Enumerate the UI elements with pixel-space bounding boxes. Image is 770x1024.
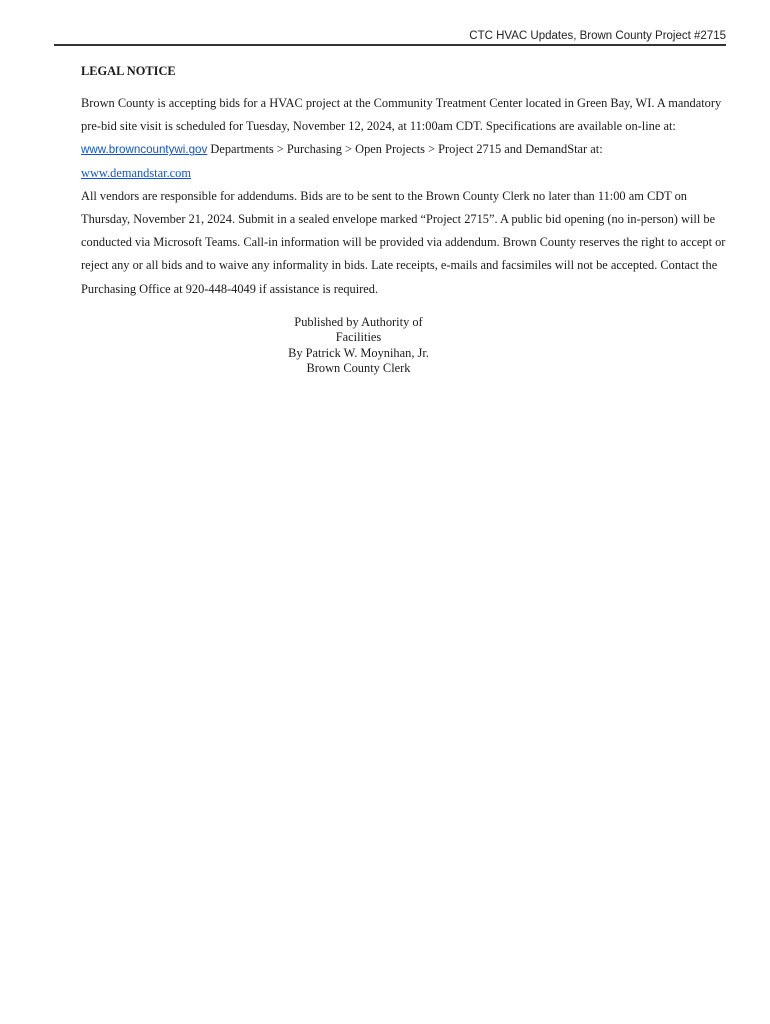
header-divider bbox=[54, 44, 726, 46]
signature-line-title: Brown County Clerk bbox=[306, 361, 411, 376]
signature-line-department: Facilities bbox=[335, 330, 382, 345]
demandstar-link[interactable]: www.demandstar.com bbox=[81, 165, 191, 180]
notice-paragraph-1 bbox=[81, 92, 726, 185]
notice-title: LEGAL NOTICE bbox=[81, 64, 176, 78]
notice-paragraph-1-text-a: Brown County is accepting bids for a HVAC project at the Community Treatment Center located in Green Bay, WI. A mandatory pre-bid site visit is scheduled for Tuesday, November 12, 2024, at 11:00am CDT. Specifications are available on-line at: bbox=[81, 96, 722, 134]
notice-paragraph-1-text-b: Departments > Purchasing > Open Projects > Project 2715 and DemandStar at: bbox=[207, 142, 603, 157]
browncounty-link[interactable]: www.browncountywi.gov bbox=[81, 143, 208, 157]
signature-line-authority: Published by Authority of bbox=[294, 314, 423, 329]
page-header: CTC HVAC Updates, Brown County Project #2715 bbox=[469, 30, 726, 42]
notice-body bbox=[81, 62, 726, 376]
notice-paragraph-2: All vendors are responsible for addendums. Bids are to be sent to the Brown County Clerk no later than 11:00 am CDT on Thursday, November 21, 2024. Submit in a sealed envelope marked “Project 2715”. A public bid opening (no in-person) will be conducted via Microsoft Teams. Call-in information will be provided via addendum. Brown County reserves the right to accept or reject any or all bids and to waive any informality in bids. Late receipts, e-mails and facsimiles will not be accepted. Contact the Purchasing Office at 920-448-4049 if assistance is required. bbox=[81, 188, 726, 296]
signature-block bbox=[81, 315, 726, 377]
signature-line-name: By Patrick W. Moynihan, Jr. bbox=[288, 345, 429, 360]
